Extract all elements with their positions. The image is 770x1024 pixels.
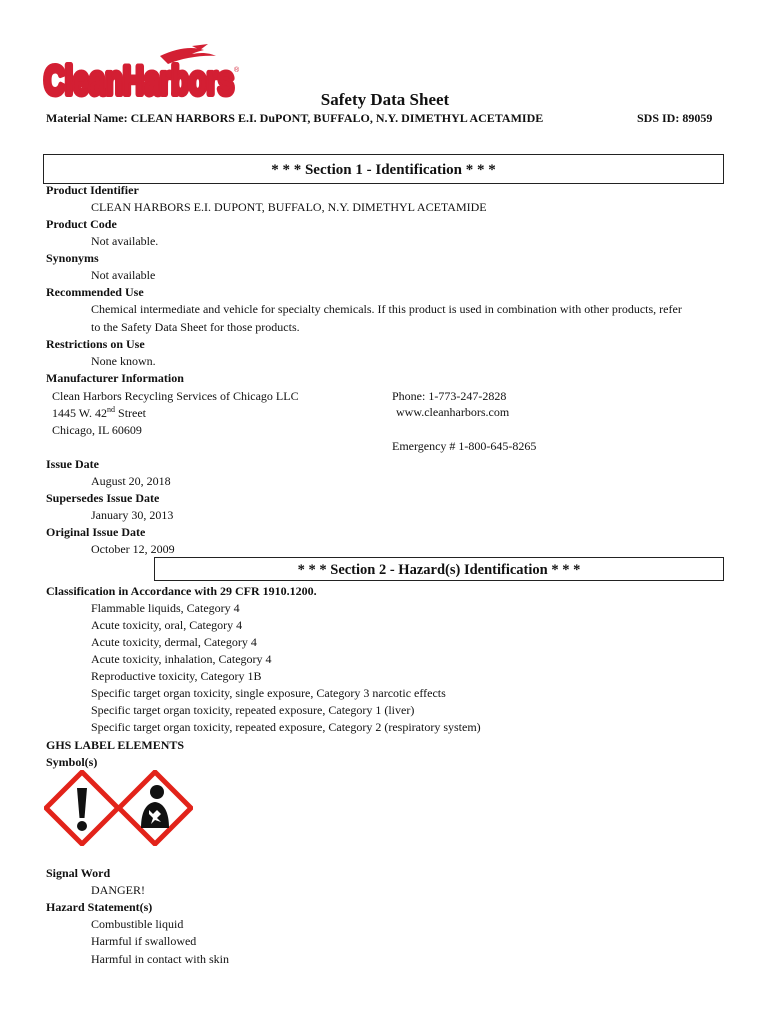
section-1-title: * * * Section 1 - Identification * * *	[271, 162, 496, 178]
manufacturer-address-2: Chicago, IL 60609	[52, 423, 142, 437]
original-issue-label: Original Issue Date	[46, 525, 146, 539]
original-issue-value: October 12, 2009	[91, 542, 175, 556]
document-title: Safety Data Sheet	[320, 90, 450, 109]
manufacturer-phone: Phone: 1-773-247-2828	[392, 389, 507, 403]
product-code-value: Not available.	[91, 234, 159, 248]
svg-text:CleanHarbors: CleanHarbors	[44, 59, 234, 103]
synonyms-value: Not available	[91, 268, 156, 282]
hazard-statements-label: Hazard Statement(s)	[46, 900, 153, 914]
symbols-label: Symbol(s)	[46, 755, 98, 769]
exclamation-mark-icon	[44, 770, 120, 846]
material-name: Material Name: CLEAN HARBORS E.I. DuPONT, BUFFALO, N.Y. DIMETHYL ACETAMIDE	[46, 111, 544, 125]
manufacturer-address-1: 1445 W. 42nd Street	[52, 405, 147, 420]
restrictions-value: None known.	[91, 354, 156, 368]
hazard-statement: Combustible liquid	[91, 917, 184, 931]
classification-item: Acute toxicity, inhalation, Category 4	[91, 652, 272, 666]
section-1-header	[43, 154, 724, 184]
svg-text:®: ®	[234, 67, 240, 74]
product-code-label: Product Code	[46, 217, 117, 231]
issue-date-label: Issue Date	[46, 457, 99, 471]
svg-text:CleanHarbors: CleanHarbors	[44, 59, 234, 103]
recommended-use-line-1: Chemical intermediate and vehicle for specialty chemicals. If this product is used in combination with other products, refer	[91, 302, 682, 316]
section-2-title: * * * Section 2 - Hazard(s) Identification * * *	[297, 562, 581, 578]
emergency-phone: Emergency # 1-800-645-8265	[392, 439, 537, 453]
product-identifier-label: Product Identifier	[46, 183, 139, 197]
manufacturer-website[interactable]: www.cleanharbors.com	[396, 405, 510, 419]
recommended-use-line-2: to the Safety Data Sheet for those products.	[91, 320, 300, 334]
classification-item: Acute toxicity, oral, Category 4	[91, 618, 243, 632]
classification-item: Specific target organ toxicity, repeated exposure, Category 1 (liver)	[91, 703, 415, 717]
manufacturer-label: Manufacturer Information	[46, 371, 184, 385]
classification-item: Specific target organ toxicity, repeated exposure, Category 2 (respiratory system)	[91, 720, 481, 734]
supersedes-label: Supersedes Issue Date	[46, 491, 160, 505]
recommended-use-label: Recommended Use	[46, 285, 144, 299]
health-hazard-icon	[117, 770, 193, 846]
manufacturer-name: Clean Harbors Recycling Services of Chicago LLC	[52, 389, 299, 403]
synonyms-label: Synonyms	[46, 251, 99, 265]
hazard-statement: Harmful if swallowed	[91, 934, 197, 948]
classification-item: Specific target organ toxicity, single exposure, Category 3 narcotic effects	[91, 686, 446, 700]
hazard-statement: Harmful in contact with skin	[91, 952, 229, 966]
product-identifier-value: CLEAN HARBORS E.I. DUPONT, BUFFALO, N.Y. DIMETHYL ACETAMIDE	[91, 200, 487, 214]
signal-word-label: Signal Word	[46, 866, 111, 880]
classification-item: Flammable liquids, Category 4	[91, 601, 240, 615]
sds-id: SDS ID: 89059	[637, 111, 713, 125]
signal-word-value: DANGER!	[91, 883, 145, 897]
supersedes-value: January 30, 2013	[91, 508, 174, 522]
issue-date-value: August 20, 2018	[91, 474, 171, 488]
ghs-label-elements: GHS LABEL ELEMENTS	[46, 738, 185, 752]
classification-item: Reproductive toxicity, Category 1B	[91, 669, 262, 683]
section-2-header	[154, 557, 724, 581]
classification-item: Acute toxicity, dermal, Category 4	[91, 635, 257, 649]
restrictions-label: Restrictions on Use	[46, 337, 145, 351]
classification-label: Classification in Accordance with 29 CFR 1910.1200.	[46, 584, 317, 598]
